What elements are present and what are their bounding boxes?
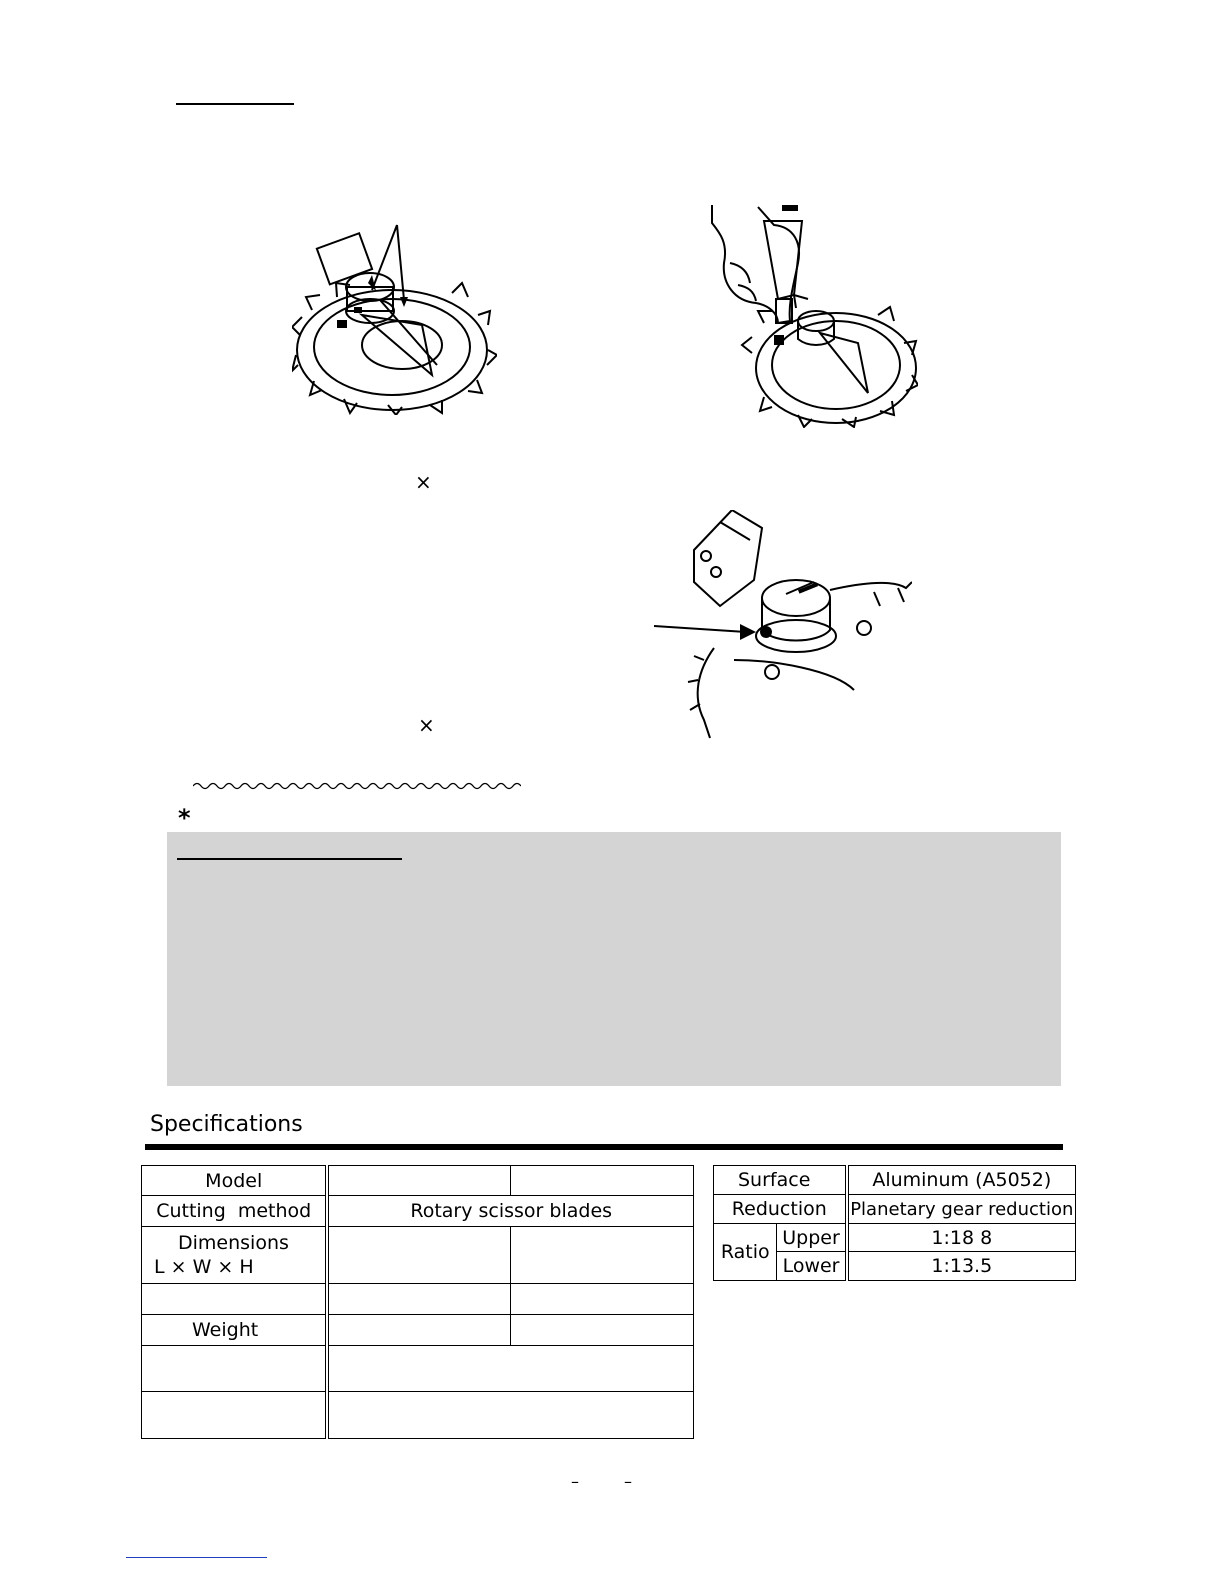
weight-value-a bbox=[327, 1315, 511, 1346]
blank-row-3-label bbox=[142, 1392, 328, 1439]
specifications-rule bbox=[145, 1144, 1063, 1150]
reduction-label: Reduction bbox=[714, 1195, 847, 1224]
reduction-value: Planetary gear reduction bbox=[847, 1195, 1076, 1224]
lower-label: Lower bbox=[777, 1252, 847, 1281]
blade-unit-illustration-1 bbox=[292, 215, 497, 415]
wavy-underline bbox=[193, 780, 521, 792]
ratio-label: Ratio bbox=[714, 1224, 777, 1281]
model-value-a bbox=[327, 1166, 511, 1196]
asterisk-note-mark: * bbox=[178, 804, 191, 832]
dimensions-value-b bbox=[511, 1227, 694, 1284]
lower-value: 1:13.5 bbox=[847, 1252, 1076, 1281]
blank-row-2-value bbox=[327, 1346, 693, 1392]
note-box-title-underline bbox=[177, 858, 402, 860]
cutting-method-label: Cutting method bbox=[142, 1196, 328, 1227]
blank-row-3-value bbox=[327, 1392, 693, 1439]
blank-row-value-a bbox=[327, 1284, 511, 1315]
weight-label: Weight bbox=[142, 1315, 328, 1346]
gear-table bbox=[713, 1165, 1076, 1281]
greasing-hand-illustration bbox=[708, 203, 918, 428]
note-box bbox=[167, 832, 1061, 1086]
dimensions-label-cell bbox=[142, 1227, 328, 1284]
surface-label: Surface bbox=[714, 1166, 847, 1195]
blank-row-2-label bbox=[142, 1346, 328, 1392]
cutting-method-value: Rotary scissor blades bbox=[327, 1196, 693, 1227]
model-value-b bbox=[511, 1166, 694, 1196]
dimensions-sub-label: L × W × H bbox=[154, 1256, 254, 1278]
surface-value: Aluminum (A5052) bbox=[847, 1166, 1076, 1195]
blank-row-label bbox=[142, 1284, 328, 1315]
cross-mark: × bbox=[415, 470, 432, 494]
spec-table bbox=[141, 1165, 694, 1439]
dimensions-label: Dimensions bbox=[178, 1232, 289, 1254]
specifications-heading: Specifications bbox=[150, 1112, 303, 1137]
footer-link-underline[interactable] bbox=[126, 1557, 267, 1558]
dimensions-value-a bbox=[327, 1227, 511, 1284]
page-number-dash-right: – bbox=[624, 1472, 632, 1491]
upper-value: 1:18 8 bbox=[847, 1224, 1076, 1252]
weight-value-b bbox=[511, 1315, 694, 1346]
heading-underline bbox=[176, 103, 294, 105]
blank-row-value-b bbox=[511, 1284, 694, 1315]
model-label: Model bbox=[142, 1166, 328, 1196]
blade-unit-closeup-illustration bbox=[654, 510, 912, 745]
cross-mark: × bbox=[418, 713, 435, 737]
page-number-dash-left: – bbox=[571, 1472, 579, 1491]
upper-label: Upper bbox=[777, 1224, 847, 1252]
